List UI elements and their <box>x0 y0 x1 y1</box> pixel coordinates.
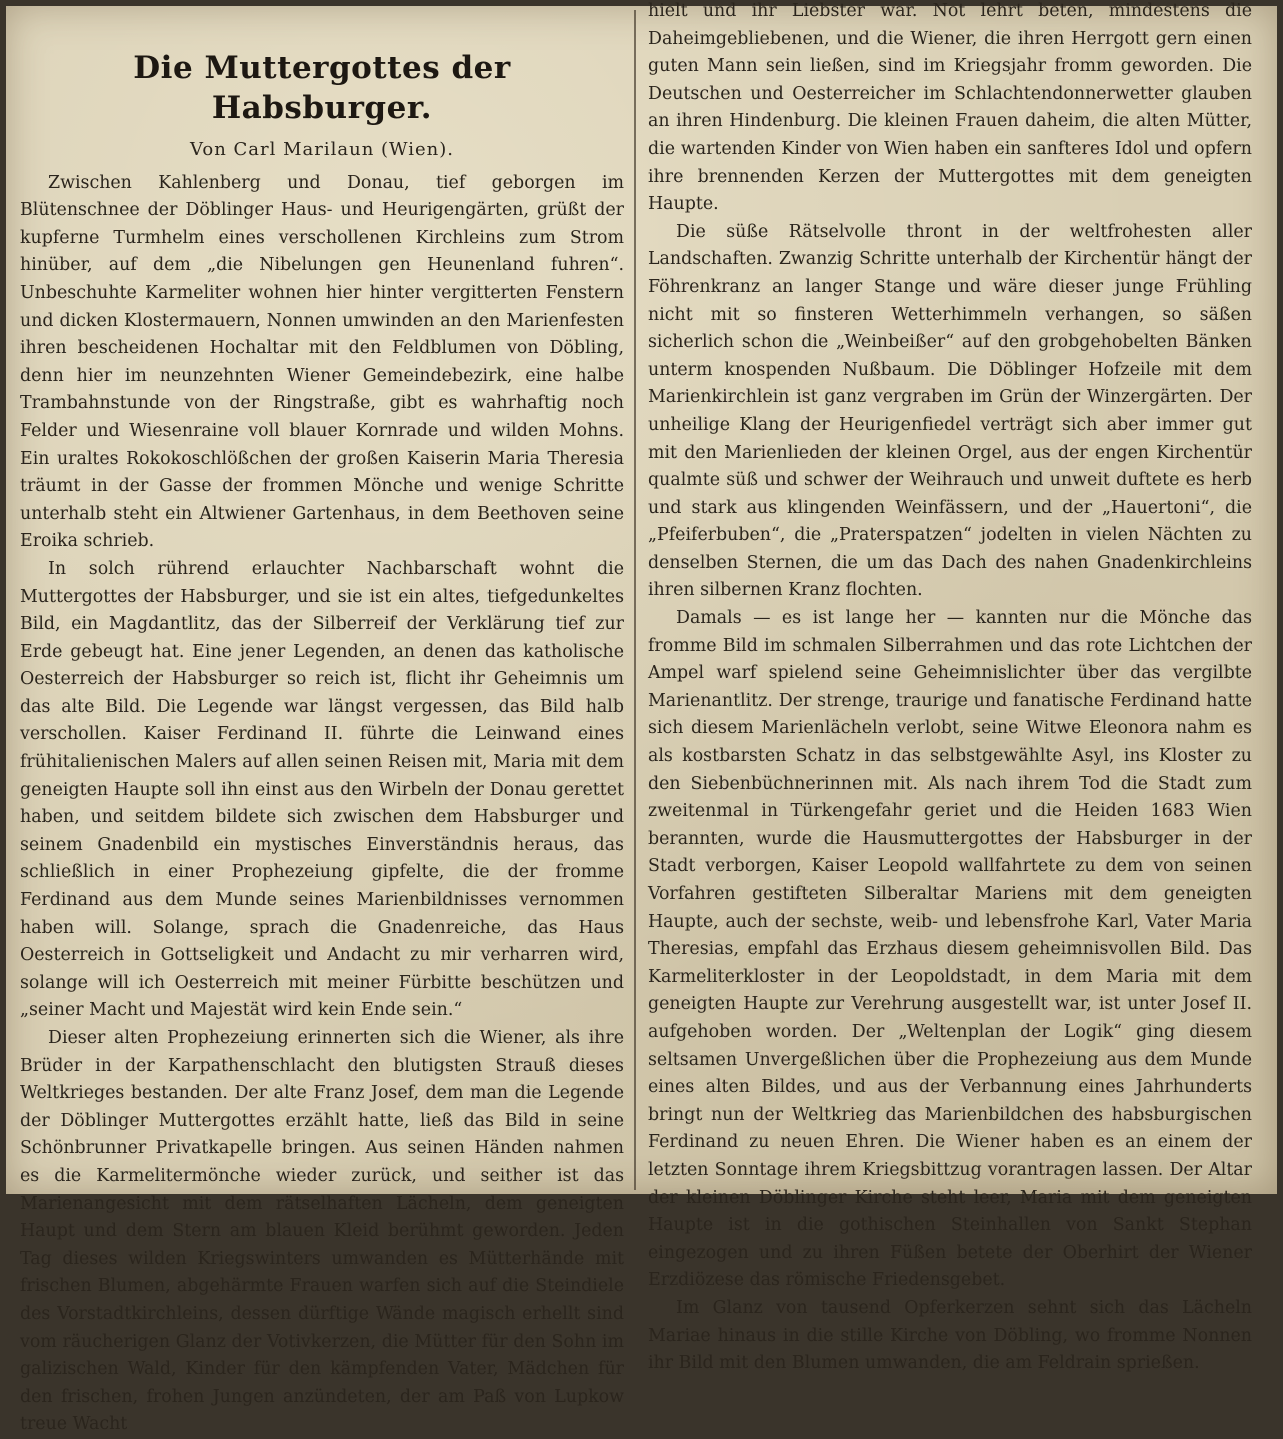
paragraph: In solch rührend erlauchter Nachbarschaft wohnt die Muttergottes der Habsburger, und sie ist ein altes, tiefgedunkeltes Bild, ein Magdantlitz, das der Silberreif der Verklärung tief zur Erde gebeugt hat. Eine jener Legenden, an denen das katholische Oesterreich der Habsburger so reich ist, flicht ihr Geheimnis um das alte Bild. Die Legende war längst vergessen, das Bild halb verschollen. Kaiser Ferdinand II. führte die Leinwand eines frühitalienischen Malers auf allen seinen Reisen mit, Maria mit dem geneigten Haupte soll ihn einst aus den Wirbeln der Donau gerettet haben, und seitdem bildete sich zwischen dem Habsburger und seinem Gnadenbild ein mystisches Einverständnis heraus, das schließlich in einer Prophezeiung gipfelte, die der fromme Ferdinand aus dem Munde seines Marienbildnisses vernommen haben will. Solange, sprach die Gnadenreiche, das Haus Oesterreich in Gottseligkeit und Andacht zu mir verharren wird, solange will ich Oesterreich mit meiner Fürbitte beschützen und „seiner Macht und Majestät wird kein Ende sein.“ <box>20 558 624 1021</box>
article-byline: Von Carl Marilaun (Wien). <box>190 139 454 160</box>
left-column <box>20 6 624 1435</box>
paragraph: Im Glanz von tausend Opferkerzen sehnt sich das Lächeln Mariae hinaus in die stille Kirche von Döbling, wo fromme Nonnen ihr Bild mit den Blumen umwanden, die am Feldrain sprießen. <box>648 1297 1252 1374</box>
article-title: Die Muttergottes der Habsburger. <box>133 50 511 126</box>
column-divider <box>634 10 636 1190</box>
paragraph: Die süße Rätselvolle thront in der weltfrohesten aller Landschaften. Zwanzig Schritte unterhalb der Kirchentür hängt der Föhrenkranz an langer Stange und wäre dieser junge Frühling nicht mit so finsteren Wetterhimmeln verhangen, so säßen sicherlich schon die „Weinbeißer“ auf den grobgehobelten Bänken unterm knospenden Nußbaum. Die Döblinger Hofzeile mit dem Marienkirchlein ist ganz vergraben im Grün der Winzergärten. Der unheilige Klang der Heurigenfiedel verträgt sich aber immer gut mit den Marienlieden der kleinen Orgel, aus der engen Kirchentür qualmte süß und schwer der Weihrauch und unweit duftete es herb und stark aus klingenden Weinfässern, und der „Hauertoni“, die „Pfeiferbuben“, die „Praterspatzen“ jodelten in vielen Nächten zu denselben Sternen, die um das Dach des nahen Gnadenkirchleins ihren silbernen Kranz flochten. <box>648 221 1252 601</box>
paragraph: Dieser alten Prophezeiung erinnerten sich die Wiener, als ihre Brüder in der Karpathenschlacht den blutigsten Strauß dieses Weltkrieges bestanden. Der alte Franz Josef, dem man die Legende der Döblinger Muttergottes erzählt hatte, ließ das Bild in seine Schönbrunner Privatkapelle bringen. Aus seinen Händen nahmen es die Karmelitermönche wieder zurück, und seither ist das Marienangesicht mit dem rätselhaften Lächeln, dem geneigten Haupt und dem Stern am blauen Kleid berühmt geworden. Jeden Tag dieses wilden Kriegswinters umwanden es Mütterhände mit frischen Blumen, abgehärmte Frauen warfen sich auf die Steindiele des Vorstadtkirchleins, dessen dürftige Wände magisch erhellt sind vom räucherigen Glanz der Votivkerzen, die Mütter für den Sohn im galizischen Wald, Kinder für den kämpfenden Vater, Mädchen für den frischen, frohen Jungen anzündeten, der am Paß von Lupkow treue Wacht <box>20 1028 624 1435</box>
paragraph: hielt und ihr Liebster war. Not lehrt beten, mindestens die Daheimgebliebenen, und die Wiener, die ihren Herrgott gern einen guten Mann sein ließen, sind im Kriegsjahr fromm geworden. Die Deutschen und Oesterreicher im Schlachtendonnerwetter glauben an ihren Hindenburg. Die kleinen Frauen daheim, die alten Mütter, die wartenden Kinder von Wien haben ein sanfteres Idol und opfern ihre brennenden Kerzen der Muttergottes mit dem geneigten Haupte. <box>648 1 1252 215</box>
paragraph: Damals — es ist lange her — kannten nur die Mönche das fromme Bild im schmalen Silberrahmen und das rote Lichtchen der Ampel warf spielend seine Geheimnislichter über das vergilbte Marienantlitz. Der strenge, traurige und fanatische Ferdinand hatte sich diesem Marienlächeln verlobt, seine Witwe Eleonora nahm es als kostbarsten Schatz in das selbstgewählte Asyl, ins Kloster zu den Siebenbüchnerinnen mit. Als nach ihrem Tod die Stadt zum zweitenmal in Türkengefahr geriet und die Heiden 1683 Wien berannten, wurde die Hausmuttergottes der Habsburger in der Stadt verborgen, Kaiser Leopold wallfahrtete zu dem von seinen Vorfahren gestifteten Silberaltar Mariens mit dem geneigten Haupte, auch der sechste, weib- und lebensfrohe Karl, Vater Maria Theresias, empfahl das Erzhaus diesem geheimnisvollen Bild. Das Karmeliterkloster in der Leopoldstadt, in dem Maria mit dem geneigten Haupte zur Verehrung ausgestellt war, ist unter Josef II. aufgehoben worden. Der „Weltenplan der Logik“ ging diesem seltsamen Unvergeßlichen über die Prophezeiung aus dem Munde eines alten Bildes, und aus der Verbannung eines Jahrhunderts bringt nun der Weltkrieg das Marienbildchen des habsburgischen Ferdinand zu neuen Ehren. Die Wiener haben es an einem der letzten Sonntage ihrem Kriegsbittzug vorantragen lassen. Der Altar der kleinen Döblinger Kirche steht leer, Maria mit dem geneigten Haupte ist in die gothischen Steinhallen von Sankt Stephan eingezogen und zu ihren Füßen betete der Oberhirt der Wiener Erzdiözese das römische Friedensgebet. <box>648 608 1252 1291</box>
right-column <box>648 1 1252 1374</box>
newspaper-clipping <box>6 1 1277 1435</box>
paragraph: Zwischen Kahlenberg und Donau, tief geborgen im Blütenschnee der Döblinger Haus- und Heurigengärten, grüßt der kupferne Turmhelm eines verschollenen Kirchleins zum Strom hinüber, auf dem „die Nibelungen gen Heunenland fuhren“. Unbeschuhte Karmeliter wohnen hier hinter vergitterten Fenstern und dicken Klostermauern, Nonnen umwinden an den Marienfesten ihren bescheidenen Hochaltar mit den Feldblumen von Döbling, denn hier im neunzehnten Wiener Gemeindebezirk, eine halbe Trambahnstunde von der Ringstraße, gibt es wahrhaftig noch Felder und Wiesenraine voll blauer Kornrade und wilden Mohns. Ein uraltes Rokokoschlößchen der großen Kaiserin Maria Theresia träumt in der Gasse der frommen Mönche und wenige Schritte unterhalb steht ein Altwiener Gartenhaus, in dem Beethoven seine Eroika schrieb. <box>20 172 624 552</box>
